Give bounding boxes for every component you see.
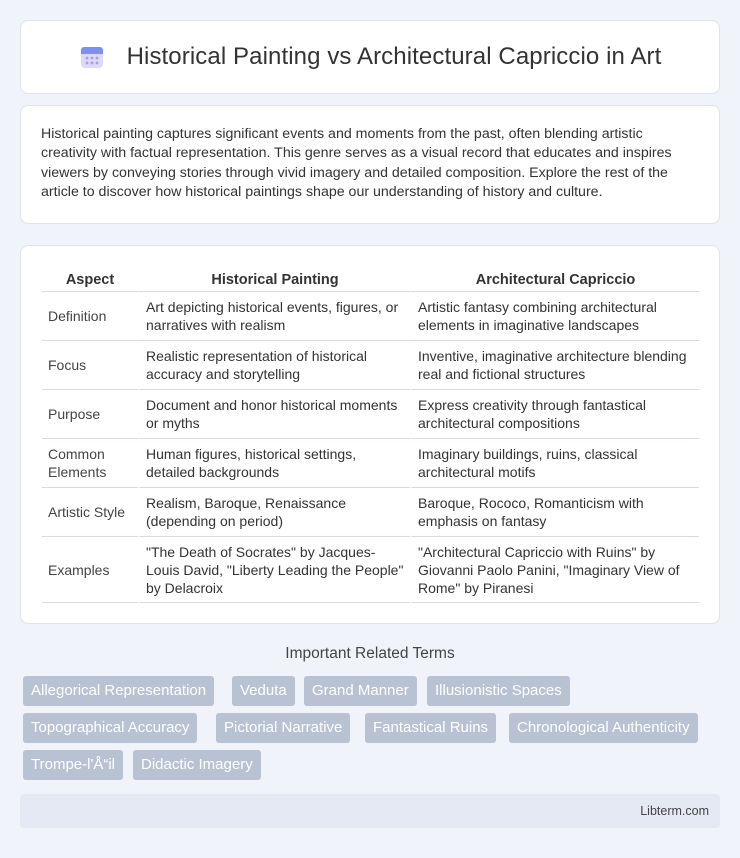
row-historical-painting: Realistic representation of historical accuracy and storytelling xyxy=(138,341,410,390)
related-terms-title: Important Related Terms xyxy=(285,645,455,662)
row-historical-painting: Document and honor historical moments or myths xyxy=(138,390,410,439)
table-row xyxy=(42,488,699,537)
row-aspect: Examples xyxy=(42,537,138,603)
table-row xyxy=(42,390,699,439)
footer xyxy=(20,794,720,828)
calendar-icon xyxy=(79,44,105,70)
header-historical-painting: Historical Painting xyxy=(138,265,410,292)
intro-paragraph: Historical painting captures significant events and moments from the past, often blending artistic creativity with factual representation. This genre serves as a visual record that educates and inspires viewers by conveying stories through vivid imagery and detailed composition. Explore the rest of the article to discover how historical paintings shape our understanding of history and culture. xyxy=(41,126,672,201)
row-architectural-capriccio: Inventive, imaginative architecture blending real and fictional structures xyxy=(410,341,699,390)
tag-veduta[interactable]: Veduta xyxy=(232,676,295,706)
table-row xyxy=(42,439,699,488)
table-header-row xyxy=(42,265,699,292)
row-aspect: Focus xyxy=(42,341,138,390)
footer-site-link[interactable]: Libterm.com xyxy=(640,804,709,818)
row-architectural-capriccio: "Architectural Capriccio with Ruins" by Giovanni Paolo Panini, "Imaginary View of Rome" by Piranesi xyxy=(410,537,699,603)
row-aspect: Purpose xyxy=(42,390,138,439)
row-historical-painting: Art depicting historical events, figures, or narratives with realism xyxy=(138,292,410,341)
row-architectural-capriccio: Baroque, Rococo, Romanticism with emphasis on fantasy xyxy=(410,488,699,537)
title-card xyxy=(20,20,720,94)
tag-didactic-imagery[interactable]: Didactic Imagery xyxy=(133,750,261,780)
row-aspect: Definition xyxy=(42,292,138,341)
row-historical-painting: Realism, Baroque, Renaissance (depending on period) xyxy=(138,488,410,537)
tag-allegorical-representation[interactable]: Allegorical Representation xyxy=(23,676,214,706)
row-aspect: Common Elements xyxy=(42,439,138,488)
comparison-card xyxy=(20,245,720,624)
table-row xyxy=(42,537,699,603)
row-architectural-capriccio: Express creativity through fantastical architectural compositions xyxy=(410,390,699,439)
tag-pictorial-narrative[interactable]: Pictorial Narrative xyxy=(216,713,350,743)
row-historical-painting: Human figures, historical settings, detailed backgrounds xyxy=(138,439,410,488)
row-architectural-capriccio: Artistic fantasy combining architectural elements in imaginative landscapes xyxy=(410,292,699,341)
page-title: Historical Painting vs Architectural Capriccio in Art xyxy=(126,43,662,70)
row-architectural-capriccio: Imaginary buildings, ruins, classical architectural motifs xyxy=(410,439,699,488)
header-aspect: Aspect xyxy=(42,265,138,292)
tag-trompe-loeil[interactable]: Trompe-l'Å“il xyxy=(23,750,123,780)
tag-chronological-authenticity[interactable]: Chronological Authenticity xyxy=(509,713,698,743)
row-aspect: Artistic Style xyxy=(42,488,138,537)
comparison-table xyxy=(42,265,699,603)
table-row xyxy=(42,341,699,390)
tag-fantastical-ruins[interactable]: Fantastical Ruins xyxy=(365,713,496,743)
row-historical-painting: "The Death of Socrates" by Jacques-Louis David, "Liberty Leading the People" by Delacroix xyxy=(138,537,410,603)
tag-illusionistic-spaces[interactable]: Illusionistic Spaces xyxy=(427,676,570,706)
tag-topographical-accuracy[interactable]: Topographical Accuracy xyxy=(23,713,197,743)
intro-card xyxy=(20,105,720,224)
tag-grand-manner[interactable]: Grand Manner xyxy=(304,676,417,706)
header-architectural-capriccio: Architectural Capriccio xyxy=(410,265,699,292)
table-row xyxy=(42,292,699,341)
